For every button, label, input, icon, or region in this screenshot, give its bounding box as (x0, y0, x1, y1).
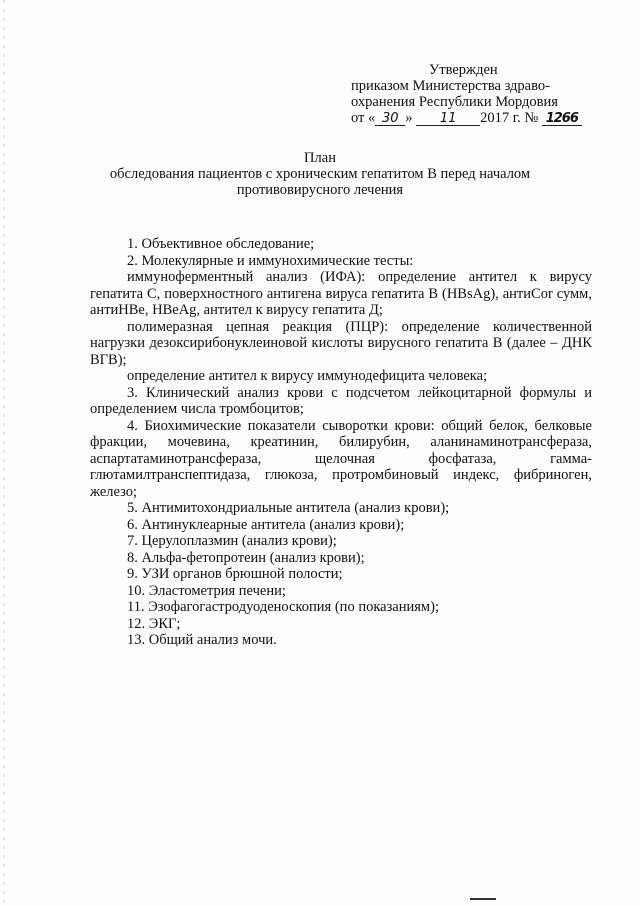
item-4: 4. Биохимические показатели сыворотки крови: общий белок, белковые фракции, мочевина, креатинин, билирубин, аланинаминотрансфераза, аспартатаминотрансфераза, щелочная фосфатаза, гамма-глютамилтранспептидаза, глюкоза, протромбиновый индекс, фибриноген, железо; (90, 417, 592, 500)
approval-ministry-line: охранения Республики Мордовия (351, 94, 558, 110)
scan-edge-artifact (3, 0, 5, 905)
item-8: 8. Альфа-фетопротеин (анализ крови); (127, 549, 365, 566)
handwritten-day: 30 (375, 113, 405, 126)
item-10: 10. Эластометрия печени; (127, 582, 286, 599)
approval-heading: Утвержден (429, 62, 498, 78)
item-2-hiv: определение антител к вирусу иммунодефицита человека; (127, 368, 488, 384)
approval-order-line: приказом Министерства здраво- (351, 78, 550, 94)
date-year: 2017 г. № (480, 110, 539, 126)
item-5: 5. Антимитохондриальные антитела (анализ крови); (127, 500, 450, 516)
item-1: 1. Объективное обследование; (127, 236, 315, 252)
item-2-ifa: иммуноферментный анализ (ИФА): определение антител к вирусу гепатита С, поверхностного антигена вируса гепатита В (HBsAg), антиCor сумм, антиHBe, HBeAg, антител к вирусу гепатита Д; (90, 269, 592, 318)
item-13: 13. Общий анализ мочи. (127, 632, 277, 648)
scan-mark (470, 898, 496, 900)
handwritten-order-number: 1266 (542, 113, 582, 126)
item-9: 9. УЗИ органов брюшной полости; (127, 566, 343, 582)
item-2-pcr: полимеразная цепная реакция (ПЦР): определение количественной нагрузки дезоксирибонуклеиновой кислоты вирусного гепатита В (далее – ДНК ВГВ); (90, 318, 592, 368)
item-11: 11. Эзофагогастродуоденоскопия (по показаниям); (127, 599, 439, 615)
date-prefix: от « (351, 110, 376, 126)
date-mid: » (405, 110, 413, 126)
handwritten-month: 11 (416, 113, 480, 126)
item-2: 2. Молекулярные и иммунохимические тесты: (127, 252, 414, 269)
plan-body (90, 236, 592, 649)
item-12: 12. ЭКГ; (127, 615, 181, 632)
title-word: План (304, 150, 336, 166)
title-subject-cont: противовирусного лечения (236, 182, 404, 198)
item-3: 3. Клинический анализ крови с подсчетом лейкоцитарной формулы и определением числа тромбоцитов; (90, 384, 592, 417)
approval-block (351, 62, 581, 126)
item-6: 6. Антинуклеарные антитела (анализ крови); (127, 516, 405, 533)
item-7: 7. Церулоплазмин (анализ крови); (127, 533, 337, 549)
title-subject: обследования пациентов с хроническим гепатитом В перед началом (109, 166, 531, 182)
plan-title (60, 150, 580, 198)
approval-date-line (351, 110, 581, 126)
